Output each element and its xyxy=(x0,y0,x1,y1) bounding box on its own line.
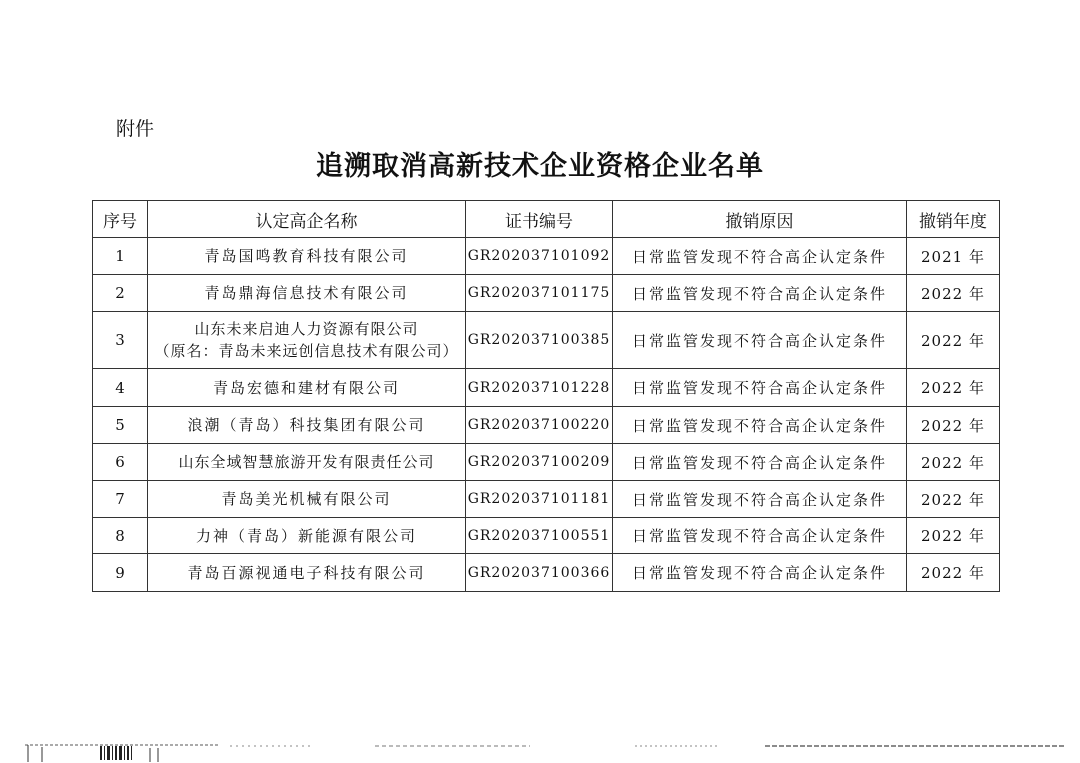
company-name-line: 山东未来启迪人力资源有限公司 xyxy=(194,320,419,338)
row-index: 1 xyxy=(93,238,148,275)
company-name-line: 力神（青岛）新能源有限公司 xyxy=(195,526,417,545)
row-company-name xyxy=(148,444,466,481)
row-reason: 日常监管发现不符合高企认定条件 xyxy=(613,554,907,592)
row-cert-number: GR202037101181 xyxy=(466,481,613,518)
row-index: 6 xyxy=(93,444,148,481)
header-company-name: 认定高企名称 xyxy=(148,201,466,238)
company-former-name-line: （原名：青岛未来远创信息技术有限公司） xyxy=(154,342,459,360)
row-company-name xyxy=(148,518,466,554)
row-company-name xyxy=(148,275,466,312)
row-index: 9 xyxy=(93,554,148,592)
header-cert-number: 证书编号 xyxy=(466,201,613,238)
row-index: 3 xyxy=(93,312,148,369)
header-reason: 撤销原因 xyxy=(613,201,907,238)
row-cert-number: GR202037100220 xyxy=(466,407,613,444)
row-year: 2022 年 xyxy=(907,518,1000,554)
row-company-name xyxy=(148,369,466,407)
document-title: 追溯取消高新技术企业资格企业名单 xyxy=(316,151,764,182)
row-company-name xyxy=(148,481,466,518)
row-reason: 日常监管发现不符合高企认定条件 xyxy=(613,518,907,554)
company-name-line: 青岛鼎海信息技术有限公司 xyxy=(204,284,409,302)
row-year: 2021 年 xyxy=(907,238,1000,275)
row-cert-number: GR202037101228 xyxy=(466,369,613,407)
row-reason: 日常监管发现不符合高企认定条件 xyxy=(613,444,907,481)
table-row xyxy=(93,407,1000,444)
table-row xyxy=(93,518,1000,554)
table-row xyxy=(93,481,1000,518)
header-index: 序号 xyxy=(93,201,148,238)
row-company-name xyxy=(148,407,466,444)
row-year: 2022 年 xyxy=(907,275,1000,312)
row-cert-number: GR202037101175 xyxy=(466,275,613,312)
row-year: 2022 年 xyxy=(907,407,1000,444)
header-year: 撤销年度 xyxy=(907,201,1000,238)
row-company-name xyxy=(148,554,466,592)
row-cert-number: GR202037100385 xyxy=(466,312,613,369)
row-cert-number: GR202037101092 xyxy=(466,238,613,275)
scan-artifact-strip xyxy=(0,742,1080,763)
row-index: 7 xyxy=(93,481,148,518)
row-company-name xyxy=(148,238,466,275)
row-year: 2022 年 xyxy=(907,481,1000,518)
company-name-line: 青岛国鸣教育科技有限公司 xyxy=(204,247,409,265)
row-index: 5 xyxy=(93,407,148,444)
row-index: 8 xyxy=(93,518,148,554)
row-reason: 日常监管发现不符合高企认定条件 xyxy=(613,275,907,312)
row-company-name xyxy=(148,312,466,369)
table-row xyxy=(93,554,1000,592)
company-name-line: 青岛百源视通电子科技有限公司 xyxy=(187,563,426,582)
row-reason: 日常监管发现不符合高企认定条件 xyxy=(613,238,907,275)
row-index: 4 xyxy=(93,369,148,407)
company-name-line: 山东全域智慧旅游开发有限责任公司 xyxy=(178,453,435,471)
table-row xyxy=(93,444,1000,481)
row-year: 2022 年 xyxy=(907,444,1000,481)
table-row xyxy=(93,369,1000,407)
table-row xyxy=(93,312,1000,369)
attachment-label: 附件 xyxy=(116,118,155,140)
row-reason: 日常监管发现不符合高企认定条件 xyxy=(613,312,907,369)
table-row xyxy=(93,238,1000,275)
company-name-line: 浪潮（青岛）科技集团有限公司 xyxy=(187,416,426,434)
row-reason: 日常监管发现不符合高企认定条件 xyxy=(613,481,907,518)
row-year: 2022 年 xyxy=(907,312,1000,369)
row-cert-number: GR202037100366 xyxy=(466,554,613,592)
row-cert-number: GR202037100551 xyxy=(466,518,613,554)
table-header-row xyxy=(93,201,1000,238)
row-index: 2 xyxy=(93,275,148,312)
row-reason: 日常监管发现不符合高企认定条件 xyxy=(613,369,907,407)
row-reason: 日常监管发现不符合高企认定条件 xyxy=(613,407,907,444)
row-year: 2022 年 xyxy=(907,369,1000,407)
company-name-line: 青岛美光机械有限公司 xyxy=(221,490,392,508)
row-cert-number: GR202037100209 xyxy=(466,444,613,481)
row-year: 2022 年 xyxy=(907,554,1000,592)
table-row xyxy=(93,275,1000,312)
company-table xyxy=(92,200,1000,592)
company-name-line: 青岛宏德和建材有限公司 xyxy=(212,378,400,397)
